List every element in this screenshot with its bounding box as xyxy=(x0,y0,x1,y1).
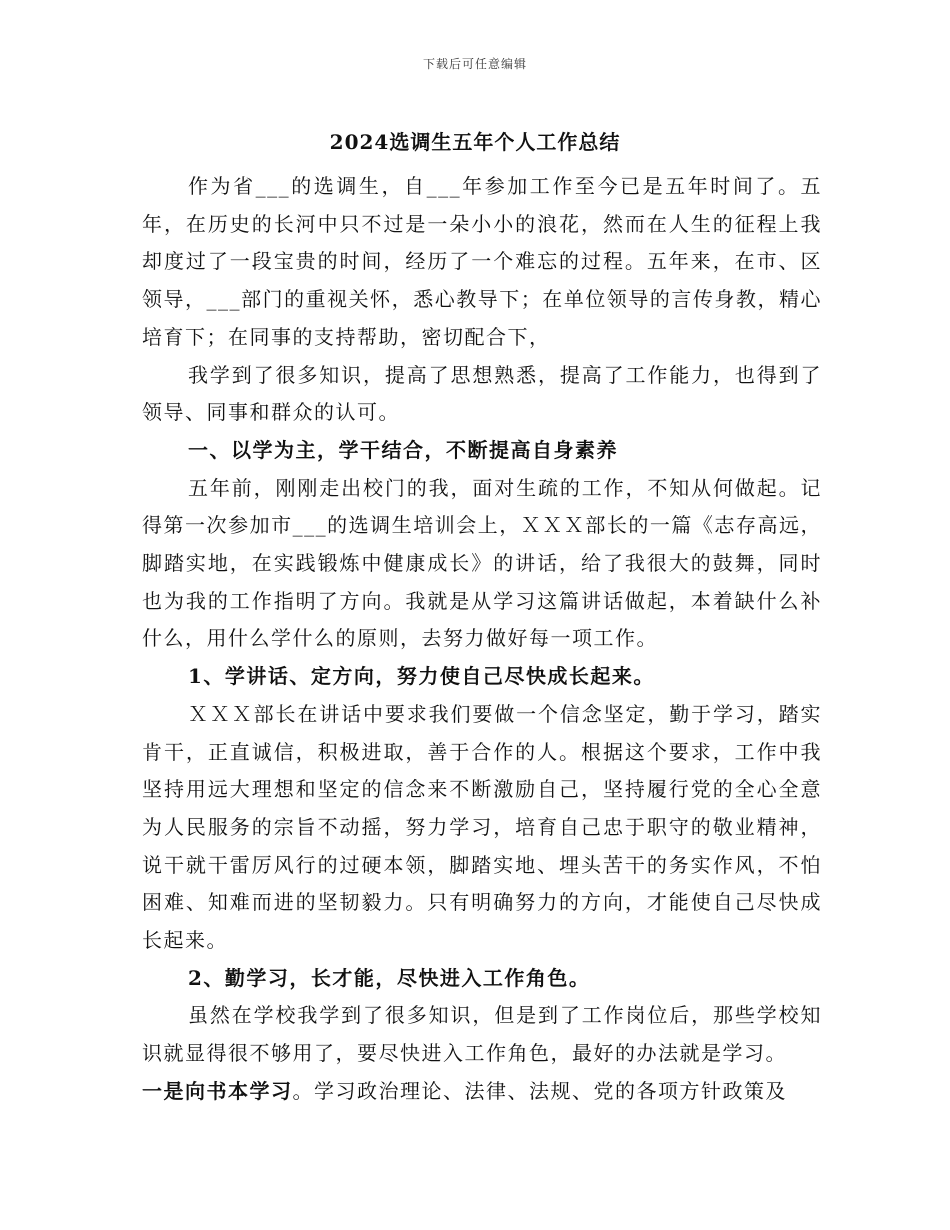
paragraph-last xyxy=(142,1073,822,1111)
paragraph-intro-cont: 我学到了很多知识，提高了思想熟悉，提高了工作能力，也得到了领导、同事和群众的认可。 xyxy=(142,362,822,425)
paragraph-section-1: 五年前，刚刚走出校门的我，面对生疏的工作，不知从何做起。记得第一次参加市___的选调生培训会上，ＸＸＸ部长的一篇《志存高远，脚踏实地，在实践锻炼中健康成长》的讲话，给了我很大的鼓舞，同时也为我的工作指明了方向。我就是从学习这篇讲话做起，本着缺什么补什么，用什么学什么的原则，去努力做好每一项工作。 xyxy=(142,475,822,651)
document-body xyxy=(142,168,822,1111)
paragraph-subheading-2: 虽然在学校我学到了很多知识，但是到了工作岗位后，那些学校知识就显得很不够用了，要尽快进入工作角色，最好的办法就是学习。 xyxy=(142,1003,822,1066)
bold-lead-text: 一是向书本学习 xyxy=(142,1078,293,1103)
paragraph-intro: 作为省___的选调生，自___年参加工作至今已是五年时间了。五年，在历史的长河中只不过是一朵小小的浪花，然而在人生的征程上我却度过了一段宝贵的时间，经历了一个难忘的过程。五年来，在市、区领导，___部门的重视关怀，悉心教导下；在单位领导的言传身教，精心培育下；在同事的支持帮助，密切配合下， xyxy=(142,174,822,349)
paragraph-subheading-1: ＸＸＸ部长在讲话中要求我们要做一个信念坚定，勤于学习，踏实肯干，正直诚信，积极进取，善于合作的人。根据这个要求，工作中我坚持用远大理想和坚定的信念来不断激励自己，坚持履行党的全心全意为人民服务的宗旨不动摇，努力学习，培育自己忠于职守的敬业精神，说干就干雷厉风行的过硬本领，脚踏实地、埋头苦干的务实作风，不怕困难、知难而进的坚韧毅力。只有明确努力的方向，才能使自己尽快成长起来。 xyxy=(142,701,822,953)
subheading-2: 2、勤学习，长才能，尽快进入工作角色。 xyxy=(188,965,591,990)
paragraph-last-text: 。学习政治理论、法律、法规、党的各项方针政策及 xyxy=(292,1078,787,1103)
page-header: 下载后可任意编辑 xyxy=(422,57,527,71)
section-heading-1: 一、以学为主，学干结合，不断提高自身素养 xyxy=(188,437,618,462)
subheading-1: 1、学讲话、定方向，努力使自己尽快成长起来。 xyxy=(188,664,655,689)
document-title: 2024选调生五年个人工作总结 xyxy=(329,130,621,154)
